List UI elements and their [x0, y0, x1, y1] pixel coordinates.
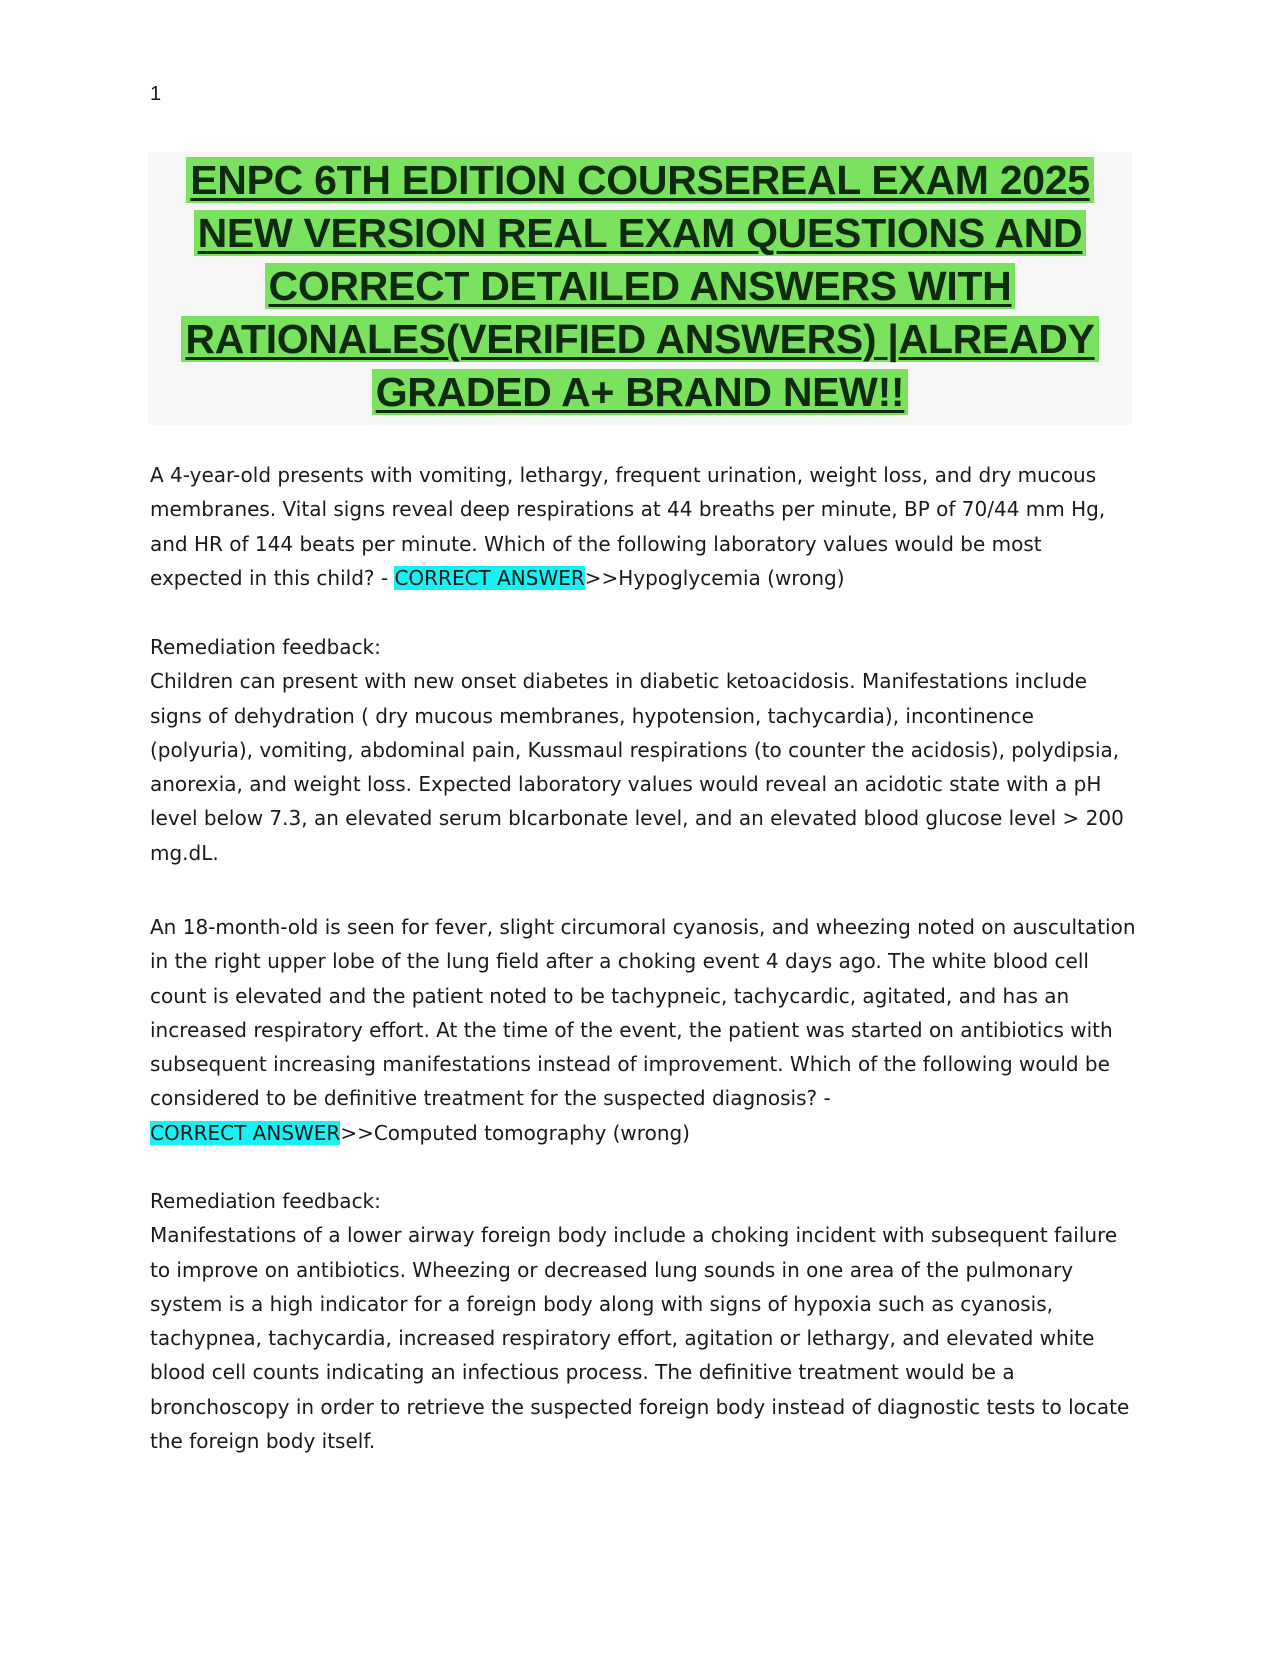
- remediation-1-label: Remediation feedback:: [150, 635, 381, 659]
- title-line-1-text: ENPC 6TH EDITION COURSEREAL EXAM 2025: [186, 157, 1093, 203]
- remediation-1-text: Children can present with new onset diabetes in diabetic ketoacidosis. Manifestations include signs of dehydration ( dry mucous membranes, hypotension, tachycardia), incontinence (polyuria), vomiting, abdominal pain, Kussmaul respirations (to counter the acidosis), polydipsia, anorexia, and weight loss. Expected laboratory values would reveal an acidotic state with a pH level below 7.3, an elevated serum bIcarbonate level, and an elevated blood glucose level > 200 mg.dL.: [150, 669, 1124, 865]
- question-1-answer: >>Hypoglycemia (wrong): [584, 565, 845, 590]
- document-title: [148, 152, 1132, 425]
- question-2-answer: >>Computed tomography (wrong): [340, 1120, 690, 1145]
- title-line-2: [148, 207, 1132, 260]
- question-1-answer-tag: CORRECT ANSWER: [394, 565, 585, 590]
- title-line-5: [148, 366, 1132, 419]
- question-1: [150, 458, 1140, 595]
- remediation-2-label: Remediation feedback:: [150, 1189, 381, 1213]
- remediation-2: [150, 1184, 1140, 1458]
- remediation-2-text: Manifestations of a lower airway foreign body include a choking incident with subsequent failure to improve on antibiotics. Wheezing or decreased lung sounds in one area of the pulmonary system is a high indicator for a foreign body along with signs of hypoxia such as cyanosis, tachypnea, tachycardia, increased respiratory effort, agitation or lethargy, and elevated white blood cell counts indicating an infectious process. The definitive treatment would be a bronchoscopy in order to retrieve the suspected foreign body instead of diagnostic tests to locate the foreign body itself.: [150, 1223, 1130, 1454]
- page-number: 1: [150, 83, 162, 105]
- question-1-paragraph: [150, 458, 1140, 595]
- title-line-1: [148, 154, 1132, 207]
- question-1-text: A 4-year-old presents with vomiting, lethargy, frequent urination, weight loss, and dry mucous membranes. Vital signs reveal deep respirations at 44 breaths per minute, BP of 70/44 mm Hg, and HR of 144 beats per minute. Which of the following laboratory values would be most expected in this child? -: [150, 463, 1106, 590]
- title-line-2-text: NEW VERSION REAL EXAM QUESTIONS AND: [194, 210, 1087, 256]
- title-line-3: [148, 260, 1132, 313]
- title-line-4-text: RATIONALES(VERIFIED ANSWERS) |ALREADY: [181, 316, 1098, 362]
- title-line-5-text: GRADED A+ BRAND NEW!!: [372, 369, 909, 415]
- question-2-text: An 18-month-old is seen for fever, slight circumoral cyanosis, and wheezing noted on auscultation in the right upper lobe of the lung field after a choking event 4 days ago. The white blood cell count is elevated and the patient noted to be tachypneic, tachycardic, agitated, and has an increased respiratory effort. At the time of the event, the patient was started on antibiotics with subsequent increasing manifestations instead of improvement. Which of the following would be considered to be definitive treatment for the suspected diagnosis? -: [150, 915, 1136, 1111]
- question-2-paragraph: [150, 910, 1140, 1150]
- title-line-4: [148, 313, 1132, 366]
- title-line-3-text: CORRECT DETAILED ANSWERS WITH: [265, 263, 1016, 309]
- remediation-1: [150, 630, 1140, 870]
- question-2-answer-tag: CORRECT ANSWER: [150, 1120, 341, 1145]
- question-2: [150, 910, 1140, 1150]
